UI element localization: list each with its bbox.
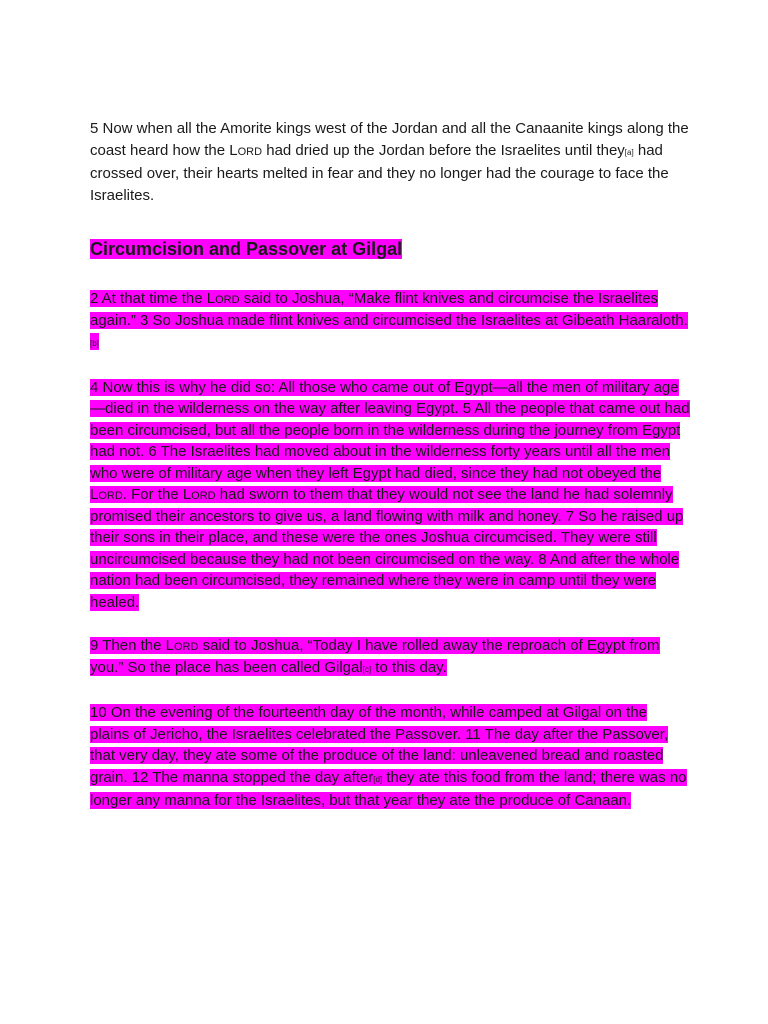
paragraph-text: had sworn to them that they would not see the land he had solemnly promised their ancestors to give us, a land flowing with milk and honey. 7 So he raised up their sons in their place, and these were the ones Joshua circumcised. They were still uncircumcised because they had not been circumcised on the way. 8 And after the whole nation had been circumcised, they remained where they were in camp until they were healed. bbox=[90, 486, 684, 611]
paragraph-2 bbox=[90, 288, 690, 355]
highlighted-text bbox=[90, 379, 690, 611]
paragraph-text: 5 Now when all the Amorite kings west of the Jordan and all the Canaanite kings along the coast heard how the bbox=[90, 120, 689, 159]
footnote-link-b[interactable]: [b] bbox=[90, 339, 99, 348]
footnote-link-d[interactable]: [d] bbox=[373, 774, 383, 784]
highlighted-text bbox=[90, 704, 687, 809]
lord-small-caps: Lord bbox=[206, 290, 240, 307]
paragraph-text: 2 At that time the bbox=[90, 290, 207, 307]
paragraph-text: had crossed over, their hearts melted in fear and they no longer had the courage to face the Israelites. bbox=[90, 141, 669, 204]
paragraph-text: had dried up the Jordan before the Israelites until they bbox=[262, 141, 625, 159]
document-body bbox=[90, 118, 690, 812]
highlighted-text bbox=[90, 290, 688, 350]
paragraph-text: they ate this food from the land; there was no longer any manna for the Israelites, but that year they ate the produce of Canaan. bbox=[90, 768, 687, 809]
footnote-link-a[interactable]: [a] bbox=[624, 147, 634, 157]
highlighted-text bbox=[90, 637, 660, 676]
lord-small-caps: Lord bbox=[229, 141, 263, 159]
paragraph-text: said to Joshua, “Make flint knives and circumcise the Israelites again.” 3 So Joshua made flint knives and circumcised the Israelites at Gibeath Haaraloth. bbox=[90, 290, 688, 329]
section-heading bbox=[90, 237, 690, 261]
paragraph-text: 4 Now this is why he did so: All those who came out of Egypt—all the men of military age—died in the wilderness on the way after leaving Egypt. 5 All the people that came out had been circumcised, but all the people born in the wilderness during the journey from Egypt had not. 6 The Israelites had moved about in the wilderness forty years until all the men who were of military age when they left Egypt had died, since they had not obeyed the bbox=[90, 378, 690, 482]
lord-small-caps: Lord bbox=[182, 486, 216, 503]
paragraph-5 bbox=[90, 702, 690, 812]
lord-small-caps: Lord bbox=[165, 637, 199, 654]
paragraph-intro bbox=[90, 118, 690, 206]
paragraph-text: to this day. bbox=[371, 658, 447, 676]
paragraph-text: said to Joshua, “Today I have rolled away the reproach of Egypt from you.” So the place has been called Gilgal bbox=[90, 637, 660, 676]
section-heading-text: Circumcision and Passover at Gilgal bbox=[90, 239, 403, 259]
paragraph-3 bbox=[90, 377, 690, 614]
footnote-link-c[interactable]: [c] bbox=[362, 664, 372, 674]
paragraph-text: . For the bbox=[122, 486, 183, 503]
paragraph-4 bbox=[90, 635, 690, 680]
lord-small-caps: Lord bbox=[90, 486, 123, 503]
paragraph-text: 9 Then the bbox=[90, 637, 166, 654]
paragraph-text: 10 On the evening of the fourteenth day of the month, while camped at Gilgal on the plains of Jericho, the Israelites celebrated the Passover. 11 The day after the Passover, that very day, they ate some of the produce of the land: unleavened bread and roasted grain. 12 The manna stopped the day after bbox=[90, 704, 669, 786]
